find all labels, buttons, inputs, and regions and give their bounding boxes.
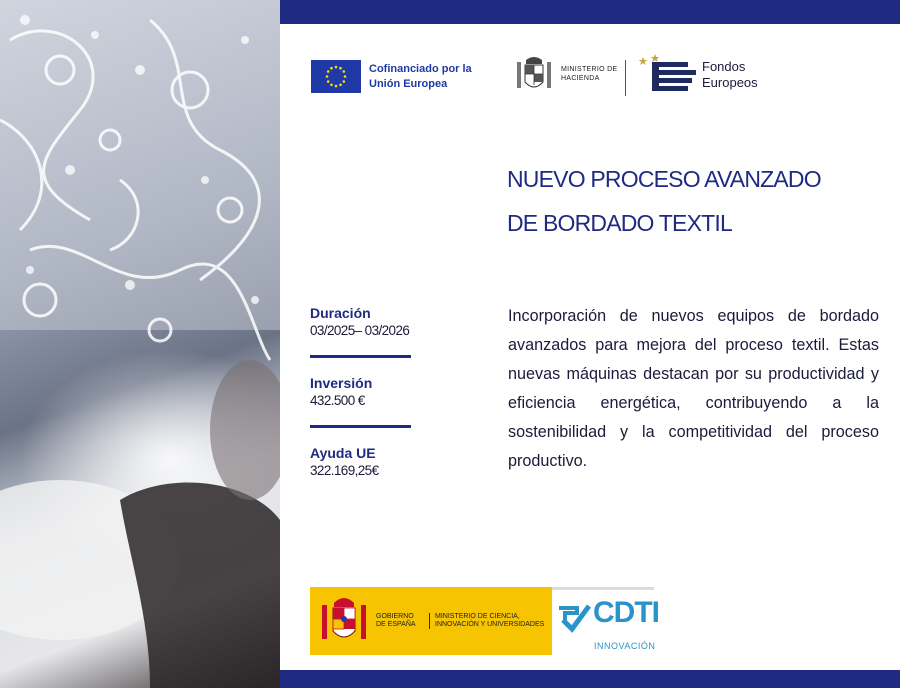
spain-crest-icon — [513, 52, 555, 96]
info-value: 432.500 € — [310, 393, 365, 408]
lace-embroidery-photo — [0, 0, 280, 688]
eu-cofinanced-logo — [311, 60, 479, 93]
info-label: Ayuda UE — [310, 445, 376, 461]
cdti-wordmark: CDTI — [593, 596, 659, 629]
info-value: 322.169,25€ — [310, 463, 379, 478]
project-description: Incorporación de nuevos equipos de bordado avanzados para mejora del proceso textil. Estas nuevas máquinas destacan por su productividad y eficiencia energética, contribuyendo a la sostenibilidad y la competitividad del proceso productivo. — [508, 307, 879, 470]
ministerio-ciencia-label: MINISTERIO DE CIENCIA, INNOVACIÓN Y UNIVERSIDADES — [435, 613, 545, 628]
project-info — [310, 305, 420, 480]
logo-divider — [625, 60, 626, 96]
info-inversion — [310, 375, 420, 410]
project-title-line2: DE BORDADO TEXTIL — [507, 210, 732, 236]
bottom-accent-bar — [280, 670, 900, 688]
info-label: Inversión — [310, 375, 373, 391]
fondos-europeos-icon — [638, 54, 696, 96]
top-accent-bar — [280, 0, 900, 24]
project-title-line1: NUEVO PROCESO AVANZADO — [507, 166, 821, 192]
info-value: 03/2025– 03/2026 — [310, 323, 410, 338]
info-label: Duración — [310, 305, 371, 321]
project-title — [507, 157, 877, 245]
spain-crest-color-icon — [318, 591, 370, 651]
info-ayuda-ue — [310, 445, 420, 480]
eu-flag-icon — [311, 60, 361, 93]
gobierno-label: GOBIERNO DE ESPAÑA — [376, 613, 430, 629]
ministerio-hacienda-logo — [513, 52, 621, 96]
info-duracion — [310, 305, 420, 340]
ministerio-label: MINISTERIO DE HACIENDA — [561, 66, 618, 82]
gobierno-espana-logo — [310, 587, 552, 655]
lace-pattern — [0, 0, 280, 688]
info-divider — [310, 355, 411, 358]
info-divider — [310, 425, 411, 428]
cdti-subtitle: INNOVACIÓN — [594, 641, 656, 651]
cdti-logo — [552, 587, 659, 655]
cdti-check-icon — [557, 600, 591, 634]
fondos-label: Fondos Europeos — [702, 59, 758, 90]
eu-label: Cofinanciado por la Unión Europea — [369, 62, 472, 90]
fondos-europeos-logo — [638, 54, 772, 96]
